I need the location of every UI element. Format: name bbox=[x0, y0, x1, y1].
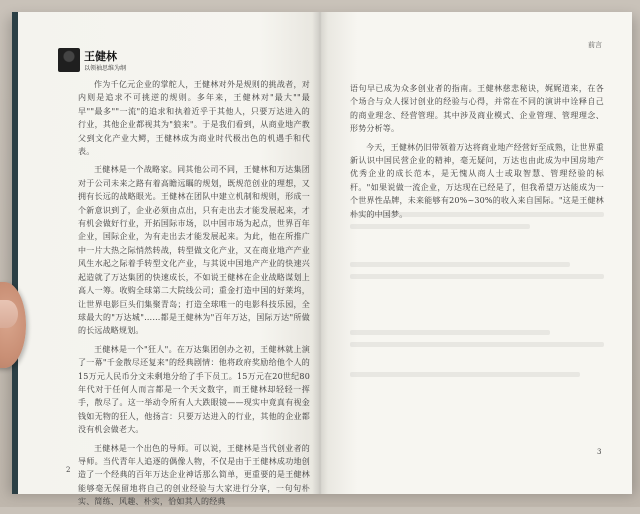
show-through-text bbox=[350, 330, 550, 335]
left-body-text bbox=[78, 78, 310, 514]
show-through-text bbox=[350, 372, 580, 377]
show-through-text bbox=[350, 274, 604, 279]
author-caption: 以领袖思维为纲 bbox=[84, 65, 127, 72]
running-head: 前言 bbox=[588, 41, 602, 49]
paragraph: 王健林是一个出色的导师。可以说，王健林是当代创业者的导师。当代青年人追逐的偶像人物，不仅是由于王健林成功地创造了一个经典的百年万达企业神话那么简单，更重要的是王健林能够毫无保留地将自己的创业经验与大家进行分享，一句句朴实、简练、风趣、朴实，恰如其人的经典 bbox=[78, 443, 310, 507]
paragraph: 今天，王健林仍旧带领着万达将商业地产经营好至成熟，让世界重新认识中国民营企业的精神，毫无疑问，万达也由此成为中国房地产优秀企业的成长范本，是无愧从商人士或取智慧、管理经验的标杆。"如果说做一流企业，万达现在已经是了，但我希望万达能成为一个世界性品牌，未来能够有20%~30%的收入来自国际。"这是王健林朴实的中国梦。 bbox=[350, 142, 604, 219]
paragraph: 王健林是一个"狂人"。在万达集团创办之初，王健林就上演了一幕"千金散尽还复来"的经典剧情：他将政府奖励给他个人的15万元人民币分文未剩地分给了手下员工。15万元在20世纪80年代对于任何人而言都是一个天文数字，而王健林却轻轻一挥手，散尽了。这一举动令所有人大跌眼镜——现实中竟真有视金钱如无物的狂人，他扬言：只要万达进入的行业，其他的企业都没有机会做老大。 bbox=[78, 344, 310, 435]
show-through-text bbox=[350, 224, 530, 229]
author-header bbox=[58, 48, 178, 76]
right-page-number: 3 bbox=[597, 448, 602, 456]
paragraph: 作为千亿元企业的掌舵人，王健林对外是规则的挑战者，对内则是追求不可挑逆的规则。多年来，王健林对"最大""最早""最多""一流"的追求和执着近乎于其他人，只要万达进入的行业，其他企业都视其为"狼来"。于是我们看到，从商业地产教父到文化产业大鳄，王健林成为商业时代极出色的机遇手和代表。 bbox=[78, 80, 310, 157]
show-through-text bbox=[350, 262, 570, 267]
show-through-text bbox=[350, 342, 604, 347]
show-through-text bbox=[350, 212, 604, 217]
right-body-text bbox=[350, 82, 604, 226]
left-page bbox=[12, 12, 320, 507]
paragraph: 王健林是一个战略家。同其他公司不同，王健林和万达集团对于公司未来之路有着高瞻远瞩的规划，既规范创业的理想，又拥有长远的战略眼光。王健林在团队中建立机制和规则，形成一个新意识到了，企业必须由点出，只有走出去才能发展起来，才有机会做好行业，开拓国际市场，以中国市场为起点，世界百年企业，国际企业，为有走出去才能发展起来。为此，他在所推广中一片大热之际悄然转战，转型做文化产业，又在商业地产产业风生水起之际着手转型文化产业，与其说中国地产产业的快速兴起造就了万达集团的快速成长，不如说王健林在企业战略谋划上高人一筹。收购全球第二大院线公司；重金打造中国的好莱坞，让世界电影巨头们集聚青岛；打造全球唯一的电影科技乐园，全球最大的"万达城"……都是王健林为"百年万达，国际万达"所做的长远战略规划。 bbox=[78, 165, 310, 336]
right-page bbox=[320, 12, 632, 494]
left-page-number: 2 bbox=[66, 466, 71, 474]
paragraph: 语句早已成为众多创业者的指南。王健林慈悲秘诀，娓娓道来，在各个场合与众人探讨创业的经验与心得，并常在不同的演讲中诠释自己的商业理念、经营管理。其中涉及商业模式、企业管理、管理理念、形势分析等。 bbox=[350, 84, 604, 134]
author-name: 王健林 bbox=[84, 50, 117, 63]
book-gutter bbox=[312, 12, 328, 494]
open-book bbox=[12, 12, 632, 507]
author-portrait bbox=[58, 48, 80, 72]
